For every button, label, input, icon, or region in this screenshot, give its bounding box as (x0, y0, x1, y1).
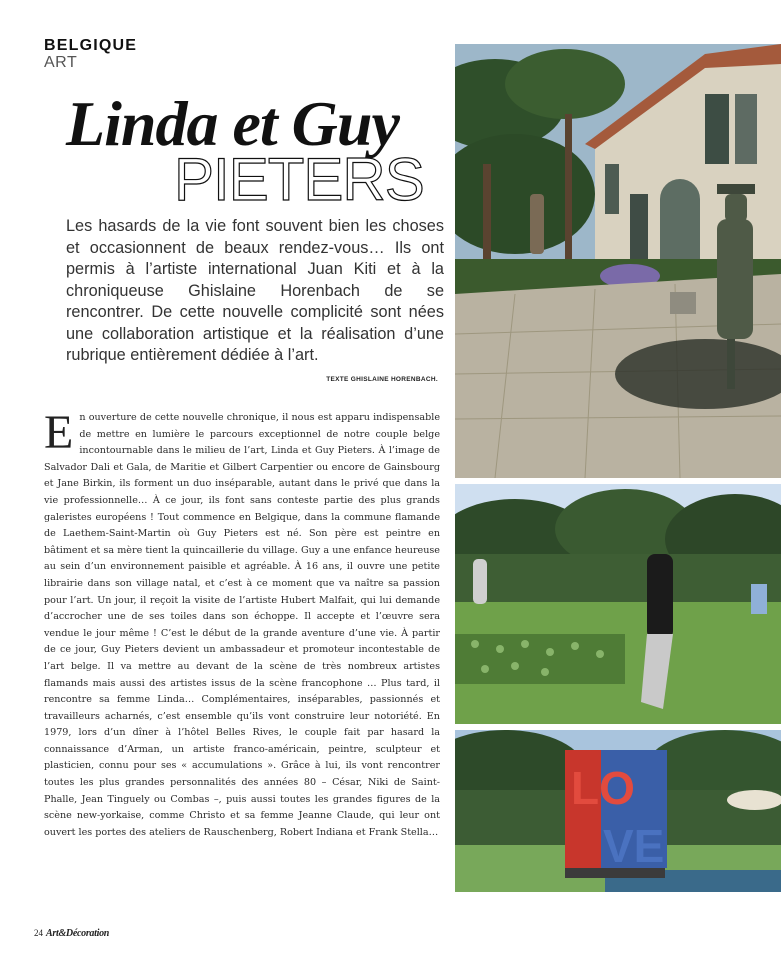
lede-line: rubrique entièrement dédiée à l’art. (66, 346, 319, 364)
lede-line: et occasionnent de beaux rendez-vous… Ils ont (66, 238, 444, 257)
photo-villa-terrace (455, 44, 781, 478)
love-letters-bottom: VE (603, 820, 665, 872)
page-footer (34, 928, 109, 939)
love-letters-top: LO (571, 762, 635, 814)
lede-line: Les hasards de la vie font souvent bien les choses (66, 217, 444, 235)
page-number: 24 (34, 928, 43, 938)
section-header (44, 38, 137, 72)
photo-love-sculpture (455, 730, 781, 892)
garden-knife-illustration (455, 484, 781, 724)
section-country: BELGIQUE (44, 37, 138, 54)
article-lede (66, 216, 444, 367)
article-title-line2: PIETERS (174, 146, 424, 213)
author-credit: TEXTE GHISLAINE HORENBACH. (326, 376, 438, 383)
lede-line: une collaboration artistique et la réalisation d’une (66, 324, 444, 343)
drop-cap: E (44, 406, 74, 459)
body-text: n ouverture de cette nouvelle chronique, il nous est apparu indispensable de mettre en lumière le parcours exceptionnel de notre couple belge incontournable dans le milieu de l’art, Linda et Guy Pieters. À l’image de Salvador Dali et Gala, de Maritie et Gilbert Carpentier ou encore de Gainsbourg et Jane Birkin, ils forment un duo inséparable, autant dans le privé que dans la vie professionnelle… À ce jour, ils font sans conteste partie des plus grands galeristes européens ! Tout commence en Belgique, dans la commune flamande de Laethem-Saint-Martin où Guy Pieters est né. Son père est peintre en bâtiment et sa mère tient la quincaillerie du village. Guy a une enfance heureuse au sein d’un environnement paisible et agréable. À 16 ans, il ouvre une petite librairie dans son village natal, et c’est à ce moment que va naître sa passion pour l’art. Un jour, il reçoit la visite de l’artiste Hubert Malfait, qui lui demande d’accrocher une de ses toiles dans son échoppe. Il accepte et l’œuvre sera vendue le jour même ! C’est le début de la grande aventure d’une vie. À partir de ce jour, Guy Pieters devient un ambassadeur et promoteur incontestable de l’art belge. Il va mettre au devant de la scène de très nombreux artistes flamands mais aussi des artistes issus de la scène francophone … Plus tard, il rencontre sa femme Linda… Complémentaires, inséparables, passionnés et travailleurs acharnés, c’est ensemble qu’ils vont construire leur notoriété. En 1979, lors d’un dîner à l’hôtel Belles Rives, le couple fait par hasard la connaissance d’Arman, un artiste franco-américain, peintre, sculpteur et plasticien, connu pour ses « accumulations ». Grâce à lui, ils vont rencontrer toutes les plus grandes personnalités des années 80 – César, Niki de Saint-Phalle, Jean Tinguely ou Combas –, puis aussi toutes les grandes figures de la scène new-yorkaise, comme Christo et sa femme Jeanne Claude, qui leur ont ouvert les portes des ateliers de Rauschenberg, Robert Indiana et Frank Stella… (44, 412, 440, 838)
lede-line: chroniqueuse Ghislaine Horenbach de se (66, 281, 444, 300)
article-title-line1: Linda et Guy (66, 88, 399, 159)
lede-line: permis à l’artiste international Juan Kiti et à la (66, 260, 444, 278)
section-category: ART (44, 53, 78, 71)
magazine-name: Art&Décoration (46, 928, 110, 939)
photo-garden-knife-sculpture (455, 484, 781, 724)
villa-terrace-illustration (455, 44, 781, 478)
love-sculpture-illustration (455, 730, 781, 892)
article-body (44, 406, 440, 841)
lede-line: rencontrer. De cette nouvelle complicité sont nées (66, 303, 444, 321)
